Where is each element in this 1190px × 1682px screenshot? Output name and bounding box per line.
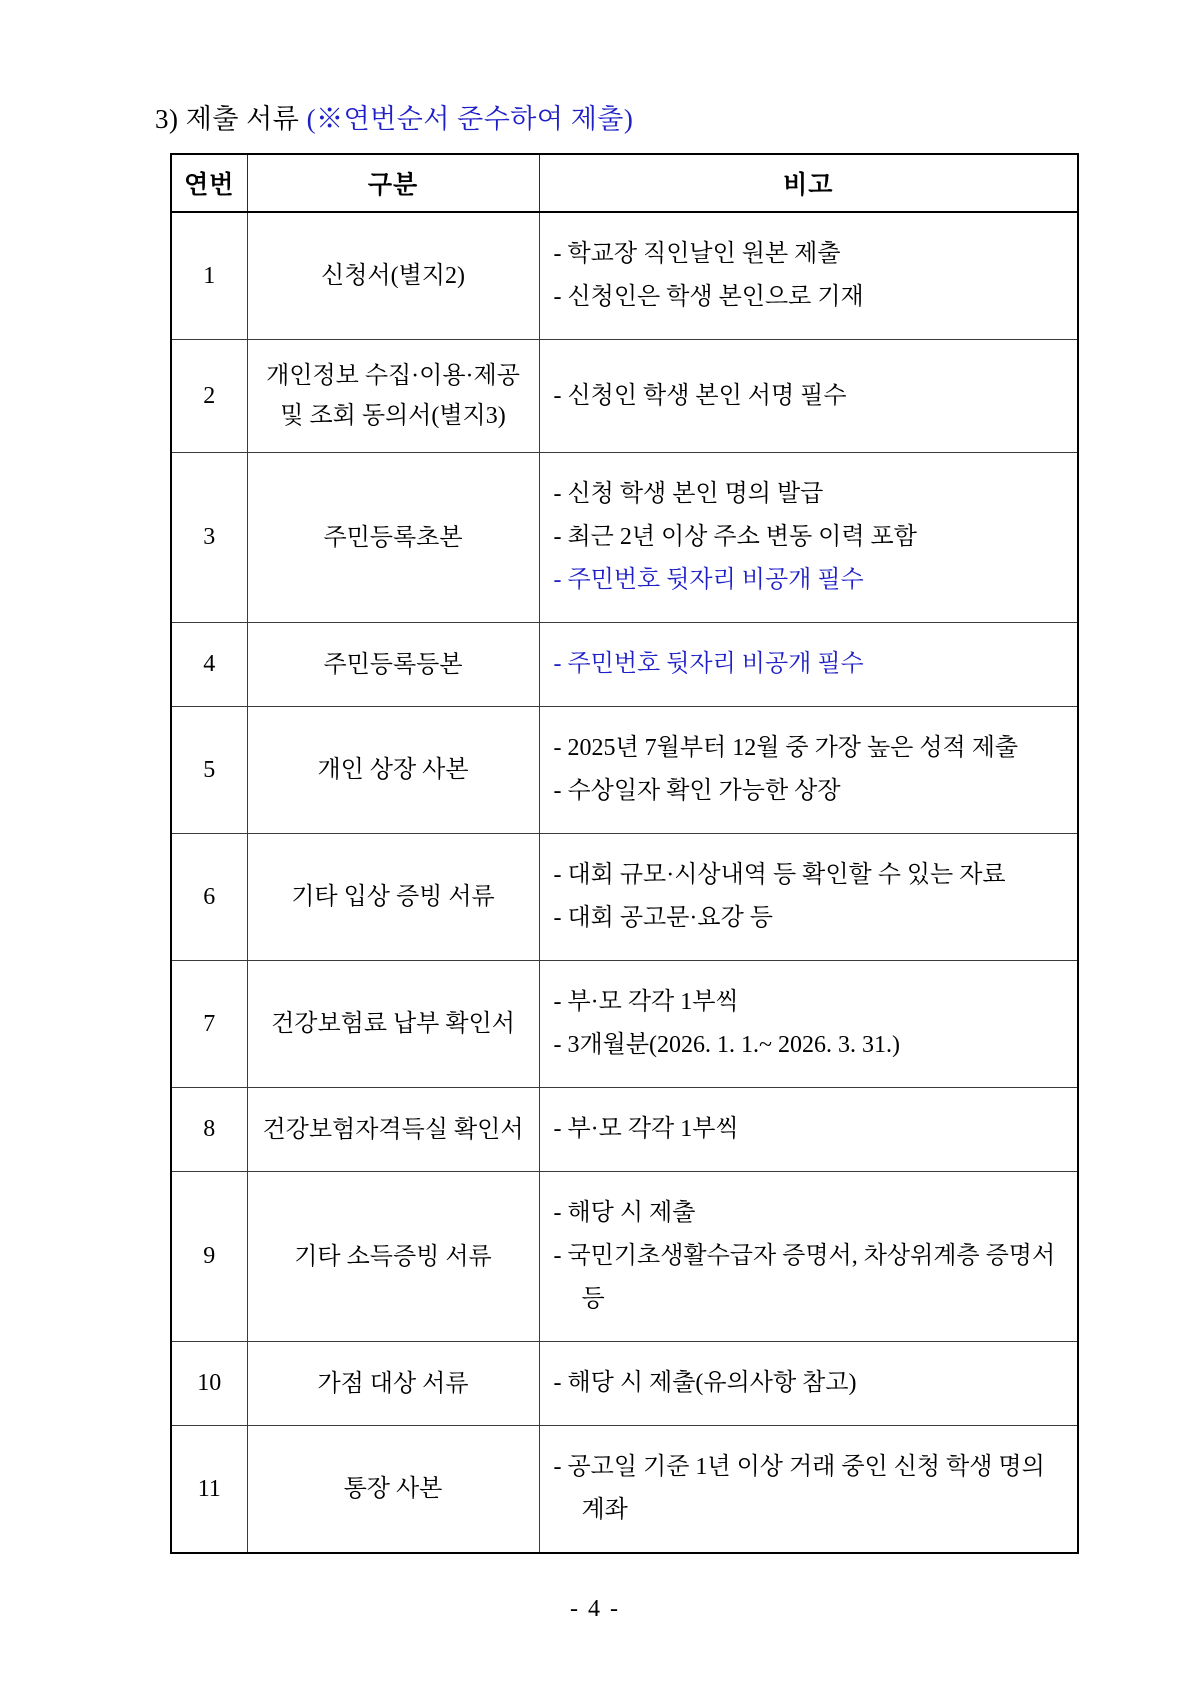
note-line: - 2025년 7월부터 12월 중 가장 높은 성적 제출 <box>553 735 1019 761</box>
row-number-cell: 2 <box>171 340 247 453</box>
category-line: 통장 사본 <box>343 1476 443 1502</box>
table-row <box>171 623 1078 707</box>
note-line: - 신청인은 학생 본인으로 기재 <box>553 284 864 310</box>
notes-cell <box>539 1172 1078 1342</box>
note-line: - 국민기초생활수급자 증명서, 차상위계층 증명서 등 <box>553 1243 1056 1312</box>
note-line: - 해당 시 제출(유의사항 참고) <box>553 1370 857 1396</box>
page-title-text: 3) 제출 서류 <box>155 104 307 134</box>
note-line: - 대회 공고문·요강 등 <box>553 905 773 931</box>
notes-cell <box>539 834 1078 961</box>
table-row <box>171 961 1078 1088</box>
category-cell <box>247 453 539 623</box>
row-number-cell: 7 <box>171 961 247 1088</box>
notes-cell <box>539 340 1078 453</box>
column-header-category: 구분 <box>247 154 539 212</box>
note-line: - 3개월분(2026. 1. 1.~ 2026. 3. 31.) <box>553 1032 901 1058</box>
row-number-cell: 1 <box>171 212 247 340</box>
notes-cell <box>539 1088 1078 1172</box>
notes-cell <box>539 707 1078 834</box>
row-number-cell: 4 <box>171 623 247 707</box>
note-line: - 신청인 학생 본인 서명 필수 <box>553 382 847 409</box>
category-line: 가점 대상 서류 <box>317 1370 469 1397</box>
table-row <box>171 1342 1078 1426</box>
note-line: - 대회 규모·시상내역 등 확인할 수 있는 자료 <box>553 862 1006 888</box>
category-line: 및 조회 동의서(별지3) <box>280 403 506 429</box>
table-body <box>171 212 1078 1553</box>
notes-cell <box>539 453 1078 623</box>
category-cell <box>247 1088 539 1172</box>
category-line: 주민등록초본 <box>323 524 463 551</box>
table-header-row <box>171 154 1078 212</box>
column-header-number: 연번 <box>171 154 247 212</box>
table-row <box>171 1426 1078 1554</box>
table-row <box>171 1172 1078 1342</box>
row-number-cell: 10 <box>171 1342 247 1426</box>
row-number-cell: 9 <box>171 1172 247 1342</box>
note-line: - 신청 학생 본인 명의 발급 <box>553 481 824 507</box>
notes-cell <box>539 961 1078 1088</box>
row-number-cell: 8 <box>171 1088 247 1172</box>
category-line: 개인 상장 사본 <box>317 757 469 783</box>
notes-cell <box>539 1342 1078 1426</box>
note-line: - 공고일 기준 1년 이상 거래 중인 신청 학생 명의 계좌 <box>553 1454 1045 1523</box>
category-line: 기타 입상 증빙 서류 <box>291 884 495 910</box>
category-line: 주민등록등본 <box>323 651 463 678</box>
row-number-cell: 5 <box>171 707 247 834</box>
note-line: - 주민번호 뒷자리 비공개 필수 <box>553 567 864 593</box>
table-header <box>171 154 1078 212</box>
note-line: - 최근 2년 이상 주소 변동 이력 포함 <box>553 524 917 550</box>
category-line: 신청서(별지2) <box>321 263 465 289</box>
row-number-cell: 6 <box>171 834 247 961</box>
table-row <box>171 453 1078 623</box>
page-title-note: (※연번순서 준수하여 제출) <box>306 104 634 134</box>
category-cell <box>247 623 539 707</box>
category-cell <box>247 1342 539 1426</box>
notes-cell <box>539 623 1078 707</box>
table-row <box>171 834 1078 961</box>
category-line: 개인정보 수집·이용·제공 <box>266 363 520 389</box>
category-cell <box>247 707 539 834</box>
note-line: - 주민번호 뒷자리 비공개 필수 <box>553 651 864 677</box>
table-row <box>171 707 1078 834</box>
table-row <box>171 1088 1078 1172</box>
page-number: - 4 - <box>570 1596 620 1622</box>
category-cell <box>247 212 539 340</box>
category-line: 건강보험자격득실 확인서 <box>262 1116 524 1143</box>
row-number-cell: 3 <box>171 453 247 623</box>
note-line: - 해당 시 제출 <box>553 1200 696 1226</box>
table-row <box>171 340 1078 453</box>
notes-cell <box>539 1426 1078 1554</box>
page-title <box>155 97 633 136</box>
category-line: 기타 소득증빙 서류 <box>294 1243 492 1270</box>
submission-documents-table <box>170 153 1079 1554</box>
category-line: 건강보험료 납부 확인서 <box>271 1011 515 1037</box>
category-cell <box>247 340 539 453</box>
category-cell <box>247 961 539 1088</box>
category-cell <box>247 834 539 961</box>
note-line: - 학교장 직인날인 원본 제출 <box>553 241 841 267</box>
note-line: - 부·모 각각 1부씩 <box>553 1116 739 1142</box>
note-line: - 수상일자 확인 가능한 상장 <box>553 778 841 804</box>
column-header-remarks: 비고 <box>539 154 1078 212</box>
notes-cell <box>539 212 1078 340</box>
note-line: - 부·모 각각 1부씩 <box>553 989 739 1015</box>
table-row <box>171 212 1078 340</box>
row-number-cell: 11 <box>171 1426 247 1554</box>
category-cell <box>247 1426 539 1554</box>
category-cell <box>247 1172 539 1342</box>
